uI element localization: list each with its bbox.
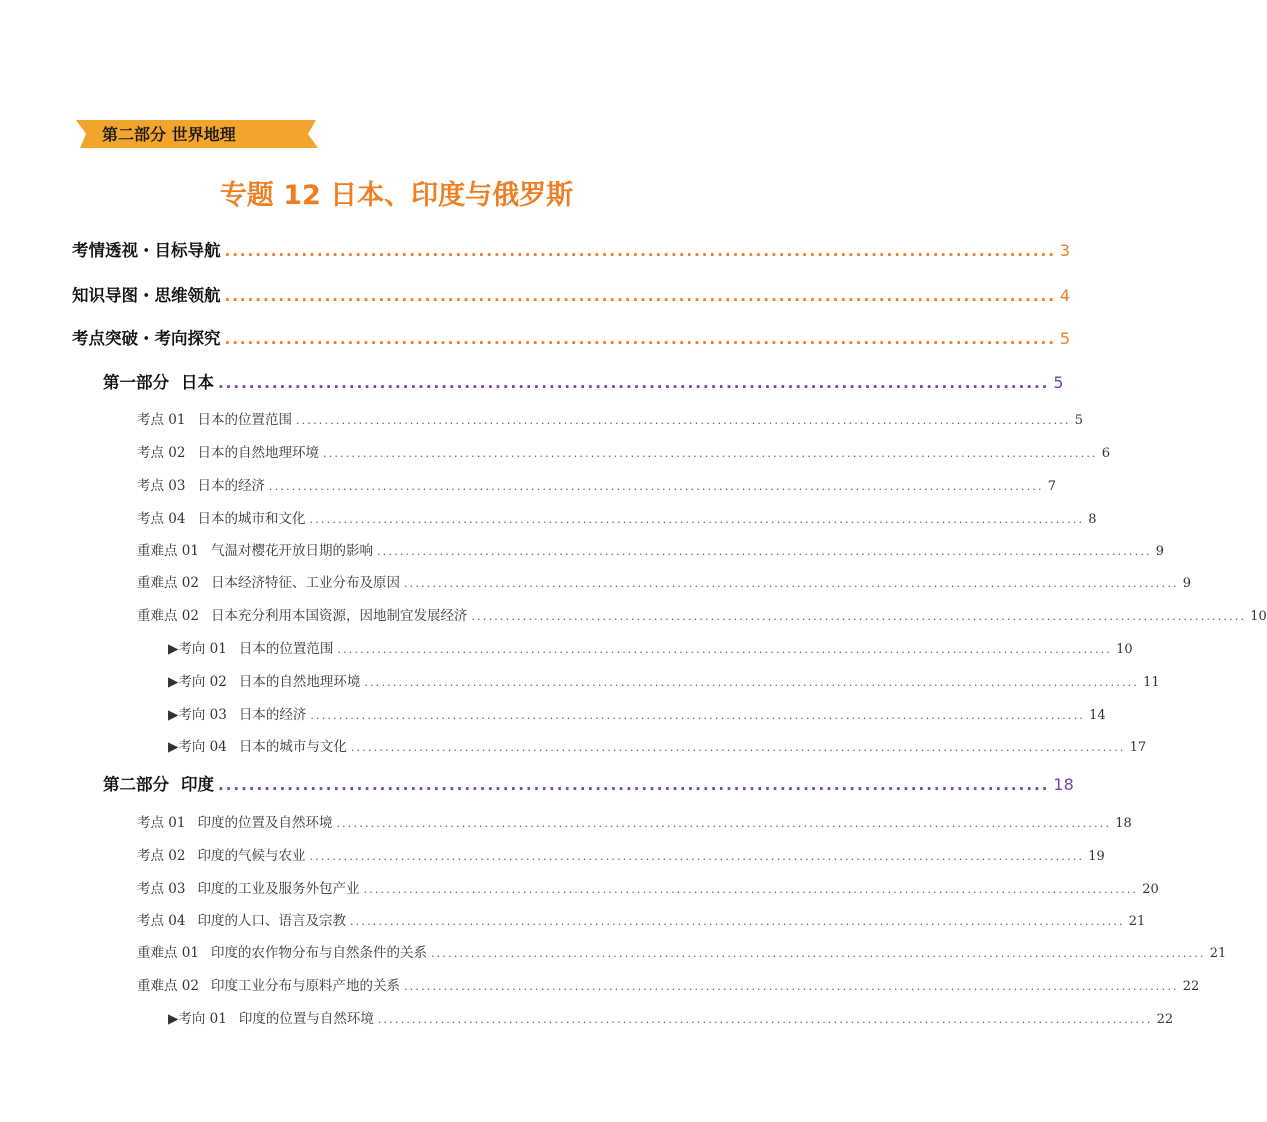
toc-entry-label: 第一部分 日本 — [103, 373, 214, 392]
toc-leader-dots: ........................................................................................................................................ — [363, 883, 1139, 896]
toc-entry[interactable] — [137, 974, 1200, 994]
toc-leader-dots: ........................................................................................................................................ — [377, 1013, 1153, 1026]
page-title: 专题 12 日本、印度与俄罗斯 — [219, 180, 574, 211]
toc-page-number: 9 — [1155, 544, 1165, 559]
toc-entry[interactable] — [137, 941, 1227, 961]
toc-entry[interactable] — [137, 844, 1105, 864]
toc-entry-label: 考点突破・考向探究 — [72, 329, 221, 348]
toc-page-number: 7 — [1047, 479, 1057, 494]
toc-leader-dots: ........................................................................................................................................ — [350, 741, 1126, 754]
toc-entry[interactable] — [137, 507, 1097, 527]
toc-leader-dots: ........................................................................................................................................ — [268, 480, 1044, 493]
toc-entry[interactable] — [72, 325, 1071, 349]
toc-leader-dots: ........................................................................................................................................ — [322, 447, 1098, 460]
toc-entry-label: 考点 01 印度的位置及自然环境 — [137, 815, 333, 831]
toc-entry[interactable] — [168, 637, 1133, 657]
toc-entry-label: ▶考向 04 日本的城市与文化 — [168, 739, 347, 755]
toc-leader-dots: ........................................................................................................................................ — [430, 947, 1206, 960]
toc-page-number: 17 — [1129, 740, 1147, 755]
toc-leader-dots: ........................................................................................................................................ — [403, 577, 1179, 590]
toc-page-number: 19 — [1088, 849, 1105, 864]
toc-entry[interactable] — [137, 474, 1057, 494]
toc-leader-dots: ............................................................................................................ — [224, 330, 1056, 348]
toc-page-number: 22 — [1156, 1012, 1174, 1027]
toc-entry-label: 考情透视・目标导航 — [72, 241, 221, 260]
toc-leader-dots: ........................................................................................................................................ — [349, 915, 1125, 928]
toc-entry[interactable] — [137, 811, 1132, 831]
toc-entry[interactable] — [168, 1007, 1174, 1027]
toc-entry-label: 考点 03 印度的工业及服务外包产业 — [137, 881, 360, 897]
toc-entry-label: 重难点 02 日本充分利用本国资源，因地制宜发展经济 — [137, 608, 468, 624]
toc-entry[interactable] — [137, 571, 1192, 591]
section-banner — [70, 118, 322, 150]
toc-entry-label: ▶考向 01 印度的位置与自然环境 — [168, 1011, 374, 1027]
toc-entry[interactable] — [137, 909, 1146, 929]
toc-entry[interactable] — [137, 441, 1111, 461]
toc-leader-dots: ........................................................................................................................................ — [376, 545, 1152, 558]
toc-entry[interactable] — [137, 539, 1165, 559]
toc-page-number: 5 — [1053, 373, 1064, 392]
toc-entry[interactable] — [72, 282, 1071, 306]
toc-leader-dots: ........................................................................................................................................ — [309, 513, 1085, 526]
toc-entry-label: ▶考向 01 日本的位置范围 — [168, 641, 334, 657]
toc-page-number: 6 — [1101, 446, 1111, 461]
toc-page-number: 22 — [1182, 979, 1200, 994]
toc-page-number: 21 — [1209, 946, 1227, 961]
toc-page-number: 4 — [1059, 286, 1071, 305]
toc-part-entry[interactable] — [103, 369, 1064, 393]
toc-leader-dots: ........................................................................................................................................ — [403, 980, 1179, 993]
toc-entry-label: 第二部分 印度 — [103, 775, 214, 794]
toc-page-number: 18 — [1053, 775, 1074, 794]
toc-page-number: 9 — [1182, 576, 1192, 591]
toc-entry-label: 知识导图・思维领航 — [72, 286, 221, 305]
toc-leader-dots: ........................................................................................................................................ — [295, 414, 1071, 427]
toc-leader-dots: ........................................................................................................................................ — [336, 817, 1112, 830]
toc-entry-label: 考点 04 日本的城市和文化 — [137, 511, 306, 527]
toc-entry-label: 重难点 01 气温对樱花开放日期的影响 — [137, 543, 373, 559]
toc-page-number: 11 — [1143, 675, 1160, 690]
toc-entry[interactable] — [137, 604, 1267, 624]
toc-entry-label: ▶考向 03 日本的经济 — [168, 707, 307, 723]
toc-page-number: 20 — [1142, 882, 1159, 897]
toc-leader-dots: ........................................................................................................................................ — [337, 643, 1113, 656]
toc-entry-label: 考点 01 日本的位置范围 — [137, 412, 292, 428]
toc-page-number: 5 — [1059, 329, 1071, 348]
toc-leader-dots: ........................................................................................................................................ — [309, 850, 1085, 863]
toc-entry[interactable] — [168, 703, 1106, 723]
toc-page-number: 8 — [1088, 512, 1097, 527]
toc-entry-label: 考点 02 日本的自然地理环境 — [137, 445, 319, 461]
toc-page-number: 10 — [1250, 609, 1267, 624]
toc-page-number: 18 — [1115, 816, 1132, 831]
toc-entry[interactable] — [168, 670, 1160, 690]
toc-page-number: 5 — [1074, 413, 1084, 428]
toc-part-entry[interactable] — [103, 771, 1074, 795]
toc-entry-label: ▶考向 02 日本的自然地理环境 — [168, 674, 361, 690]
section-banner-label: 第二部分 世界地理 — [102, 125, 236, 144]
toc-entry-label: 考点 02 印度的气候与农业 — [137, 848, 306, 864]
toc-page-number: 3 — [1059, 241, 1071, 260]
toc-entry-label: 考点 03 日本的经济 — [137, 478, 265, 494]
toc-entry-label: 重难点 01 印度的农作物分布与自然条件的关系 — [137, 945, 427, 961]
toc-entry[interactable] — [137, 408, 1084, 428]
toc-page-number: 10 — [1116, 642, 1133, 657]
toc-entry[interactable] — [168, 735, 1147, 755]
toc-leader-dots: ............................................................................................................ — [218, 776, 1050, 794]
toc-entry-label: 重难点 02 印度工业分布与原料产地的关系 — [137, 978, 400, 994]
toc-leader-dots: ............................................................................................................ — [218, 374, 1050, 392]
toc-leader-dots: ........................................................................................................................................ — [310, 709, 1086, 722]
toc-entry-label: 重难点 02 日本经济特征、工业分布及原因 — [137, 575, 400, 591]
toc-page-number: 14 — [1089, 708, 1106, 723]
toc-leader-dots: ........................................................................................................................................ — [364, 676, 1140, 689]
toc-entry[interactable] — [72, 237, 1071, 261]
toc-leader-dots: ............................................................................................................ — [224, 242, 1056, 260]
toc-leader-dots: ........................................................................................................................................ — [471, 610, 1247, 623]
toc-entry[interactable] — [137, 877, 1159, 897]
toc-page-number: 21 — [1128, 914, 1146, 929]
toc-leader-dots: ............................................................................................................ — [224, 287, 1056, 305]
toc-entry-label: 考点 04 印度的人口、语言及宗教 — [137, 913, 346, 929]
